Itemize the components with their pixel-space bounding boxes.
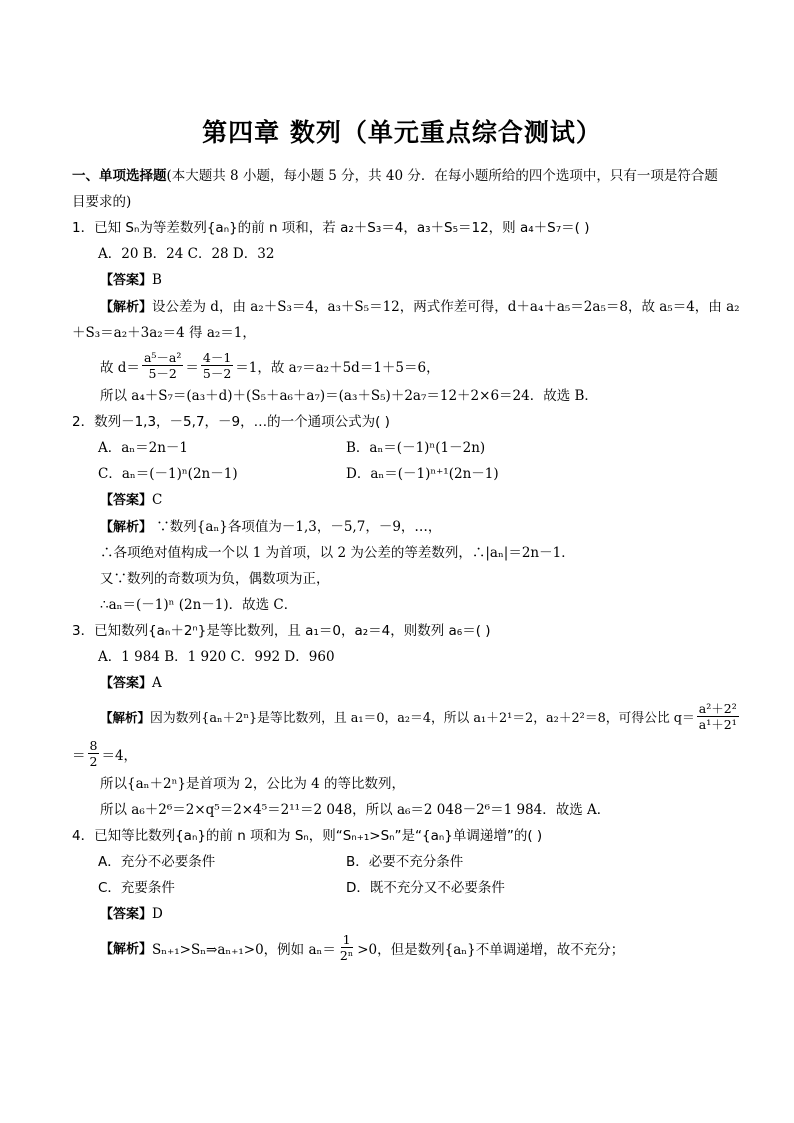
q1-f2-den: 5－2 xyxy=(202,366,232,381)
q1-sol3-mid: ＝ xyxy=(185,359,199,376)
q4-answer-value: D xyxy=(152,906,163,922)
q3-fraction-ratio xyxy=(88,738,100,769)
section-header-bold: 一、单项选择题 xyxy=(72,168,167,184)
q1-options: A．20 B．24 C．28 D．32 xyxy=(98,246,275,262)
q2-option-c: C．aₙ＝(－1)ⁿ(2n－1) xyxy=(98,466,238,482)
q2-answer xyxy=(72,491,724,510)
q1-stem: 1．已知 Sₙ为等差数列{aₙ}的前 n 项和，若 a₂＋S₃＝4，a₃＋S₅＝12，则 a₄＋S₇＝( ) xyxy=(72,220,590,236)
section-header-rest: (本大题共 8 小题，每小题 5 分，共 40 分．在每小题所给的四个选项中，只有一项是符合题目要求的) xyxy=(72,168,718,210)
q4-option-d: D．既不充分又不必要条件 xyxy=(346,880,505,896)
q4-sol1-pre: Sₙ₊₁>Sₙ⇒aₙ₊₁>0，例如 aₙ＝ xyxy=(152,941,336,958)
q3-fraction-q xyxy=(697,701,739,732)
q2-stem: 2．数列－1,3，－5,7，－9，…的一个通项公式为( ) xyxy=(72,414,390,430)
q4-option-b: B．必要不充分条件 xyxy=(346,854,464,870)
q1-solution-line2: ＋S₃＝a₂＋3a₂＝4 得 a₂＝1， xyxy=(72,325,256,341)
q3-sol1: 因为数列{aₙ＋2ⁿ}是等比数列，且 a₁＝0，a₂＝4，所以 a₁＋2¹＝2，a₂＋2²＝8，可得公比 q＝ xyxy=(150,711,695,726)
q1-solution-line4: 所以 a₄＋S₇＝(a₃＋d)＋(S₅＋a₆＋a₇)＝(a₃＋S₅)＋2a₇＝12＋2×6＝24．故选 B． xyxy=(100,388,598,404)
q3-solution-line4: 所以 a₆＋2⁶＝2×q⁵＝2×4⁵＝2¹¹＝2 048，所以 a₆＝2 048－2⁶＝1 984．故选 A． xyxy=(100,802,611,818)
q2-option-a: A．aₙ＝2n－1 xyxy=(98,440,189,456)
q2-solution-line2: ∴各项绝对值构成一个以 1 为首项，以 2 为公差的等差数列，∴|aₙ|＝2n－1． xyxy=(100,545,575,561)
answer-tag: 【答案】 xyxy=(100,493,153,508)
q3-solution-line1 xyxy=(72,701,737,732)
q2-solution-line1 xyxy=(72,518,724,537)
solution-tag: 【解析】 xyxy=(100,300,153,315)
q1-answer xyxy=(72,271,724,290)
q3-answer-value: A xyxy=(152,675,162,691)
q1-fraction-2 xyxy=(201,350,233,381)
q3-options: A．1 984 B．1 920 C．992 D．960 xyxy=(98,649,335,665)
q4-answer xyxy=(72,905,724,924)
q4-sol1-post: >0，但是数列{aₙ}不单调递增，故不充分； xyxy=(357,941,625,958)
solution-tag: 【解析】 xyxy=(100,709,151,725)
q2-solution-line3: 又∵数列的奇数项为负，偶数项为正， xyxy=(100,571,330,587)
solution-tag: 【解析】 xyxy=(100,942,153,957)
q1-sol3-post: ＝1，故 a₇＝a₂＋5d＝1＋5＝6， xyxy=(235,359,440,376)
q3-fq-num: a²＋2² xyxy=(698,701,737,716)
q1-sol1: 设公差为 d，由 a₂＋S₃＝4，a₃＋S₅＝12，两式作差可得，d＋a₄＋a₅＝2a₅＝8，故 a₅＝4，由 a₂ xyxy=(152,299,740,315)
q3-sol2-post: ＝4， xyxy=(101,747,138,764)
q2-option-d: D．aₙ＝(－1)ⁿ⁺¹(2n－1) xyxy=(346,466,499,482)
q3-stem: 3．已知数列{aₙ＋2ⁿ}是等比数列，且 a₁＝0，a₂＝4，则数列 a₆＝( ) xyxy=(72,623,491,639)
q2-option-b: B．aₙ＝(－1)ⁿ(1－2n) xyxy=(346,440,486,456)
q3-fq-den: a¹＋2¹ xyxy=(698,717,737,732)
q3-fr-den: 2 xyxy=(89,754,98,769)
q2-options-row1 xyxy=(72,439,724,458)
q4-fraction xyxy=(338,932,355,963)
q4-solution-line1 xyxy=(72,932,724,963)
q1-f1-num: a⁵－a² xyxy=(143,350,182,365)
q4-option-c: C．充要条件 xyxy=(98,880,175,896)
q4-options-row1 xyxy=(72,853,724,872)
answer-tag: 【答案】 xyxy=(100,273,153,288)
answer-tag: 【答案】 xyxy=(100,676,153,691)
q2-answer-value: C xyxy=(152,492,163,508)
q1-fraction-1 xyxy=(142,350,183,381)
q2-options-row2 xyxy=(72,465,724,484)
answer-tag: 【答案】 xyxy=(100,907,153,922)
q4-f-num: 1 xyxy=(342,932,351,947)
q1-solution-line3 xyxy=(72,350,724,381)
q1-f2-num: 4－1 xyxy=(202,350,232,365)
q1-sol3-pre: 故 d＝ xyxy=(100,359,140,376)
page-title: 第四章 数列（单元重点综合测试） xyxy=(202,118,602,147)
solution-tag: 【解析】 xyxy=(100,520,153,535)
q1-answer-value: B xyxy=(152,272,162,288)
q3-fr-num: 8 xyxy=(89,738,98,753)
q4-option-a: A．充分不必要条件 xyxy=(98,854,216,870)
q2-solution-line4: ∴aₙ＝(－1)ⁿ (2n－1)．故选 C． xyxy=(100,597,298,613)
q1-solution-line1 xyxy=(72,298,740,317)
q1-f1-den: 5－2 xyxy=(148,366,177,381)
q3-answer xyxy=(72,674,724,693)
q4-options-row2 xyxy=(72,879,724,898)
q4-stem: 4．已知等比数列{aₙ}的前 n 项和为 Sₙ，则“Sₙ₊₁>Sₙ”是“{aₙ}单调递增”的( ) xyxy=(72,828,543,844)
q4-f-den: 2ⁿ xyxy=(339,948,354,963)
q3-solution-line2 xyxy=(72,738,724,769)
q2-sol1: ∵数列{aₙ}各项值为－1,3，－5,7，－9，…， xyxy=(152,519,442,535)
q3-solution-line3: 所以{aₙ＋2ⁿ}是首项为 2，公比为 4 的等比数列， xyxy=(100,776,406,792)
q3-sol2-pre: ＝ xyxy=(72,747,86,764)
document-page xyxy=(72,105,740,969)
section-header xyxy=(72,163,724,215)
